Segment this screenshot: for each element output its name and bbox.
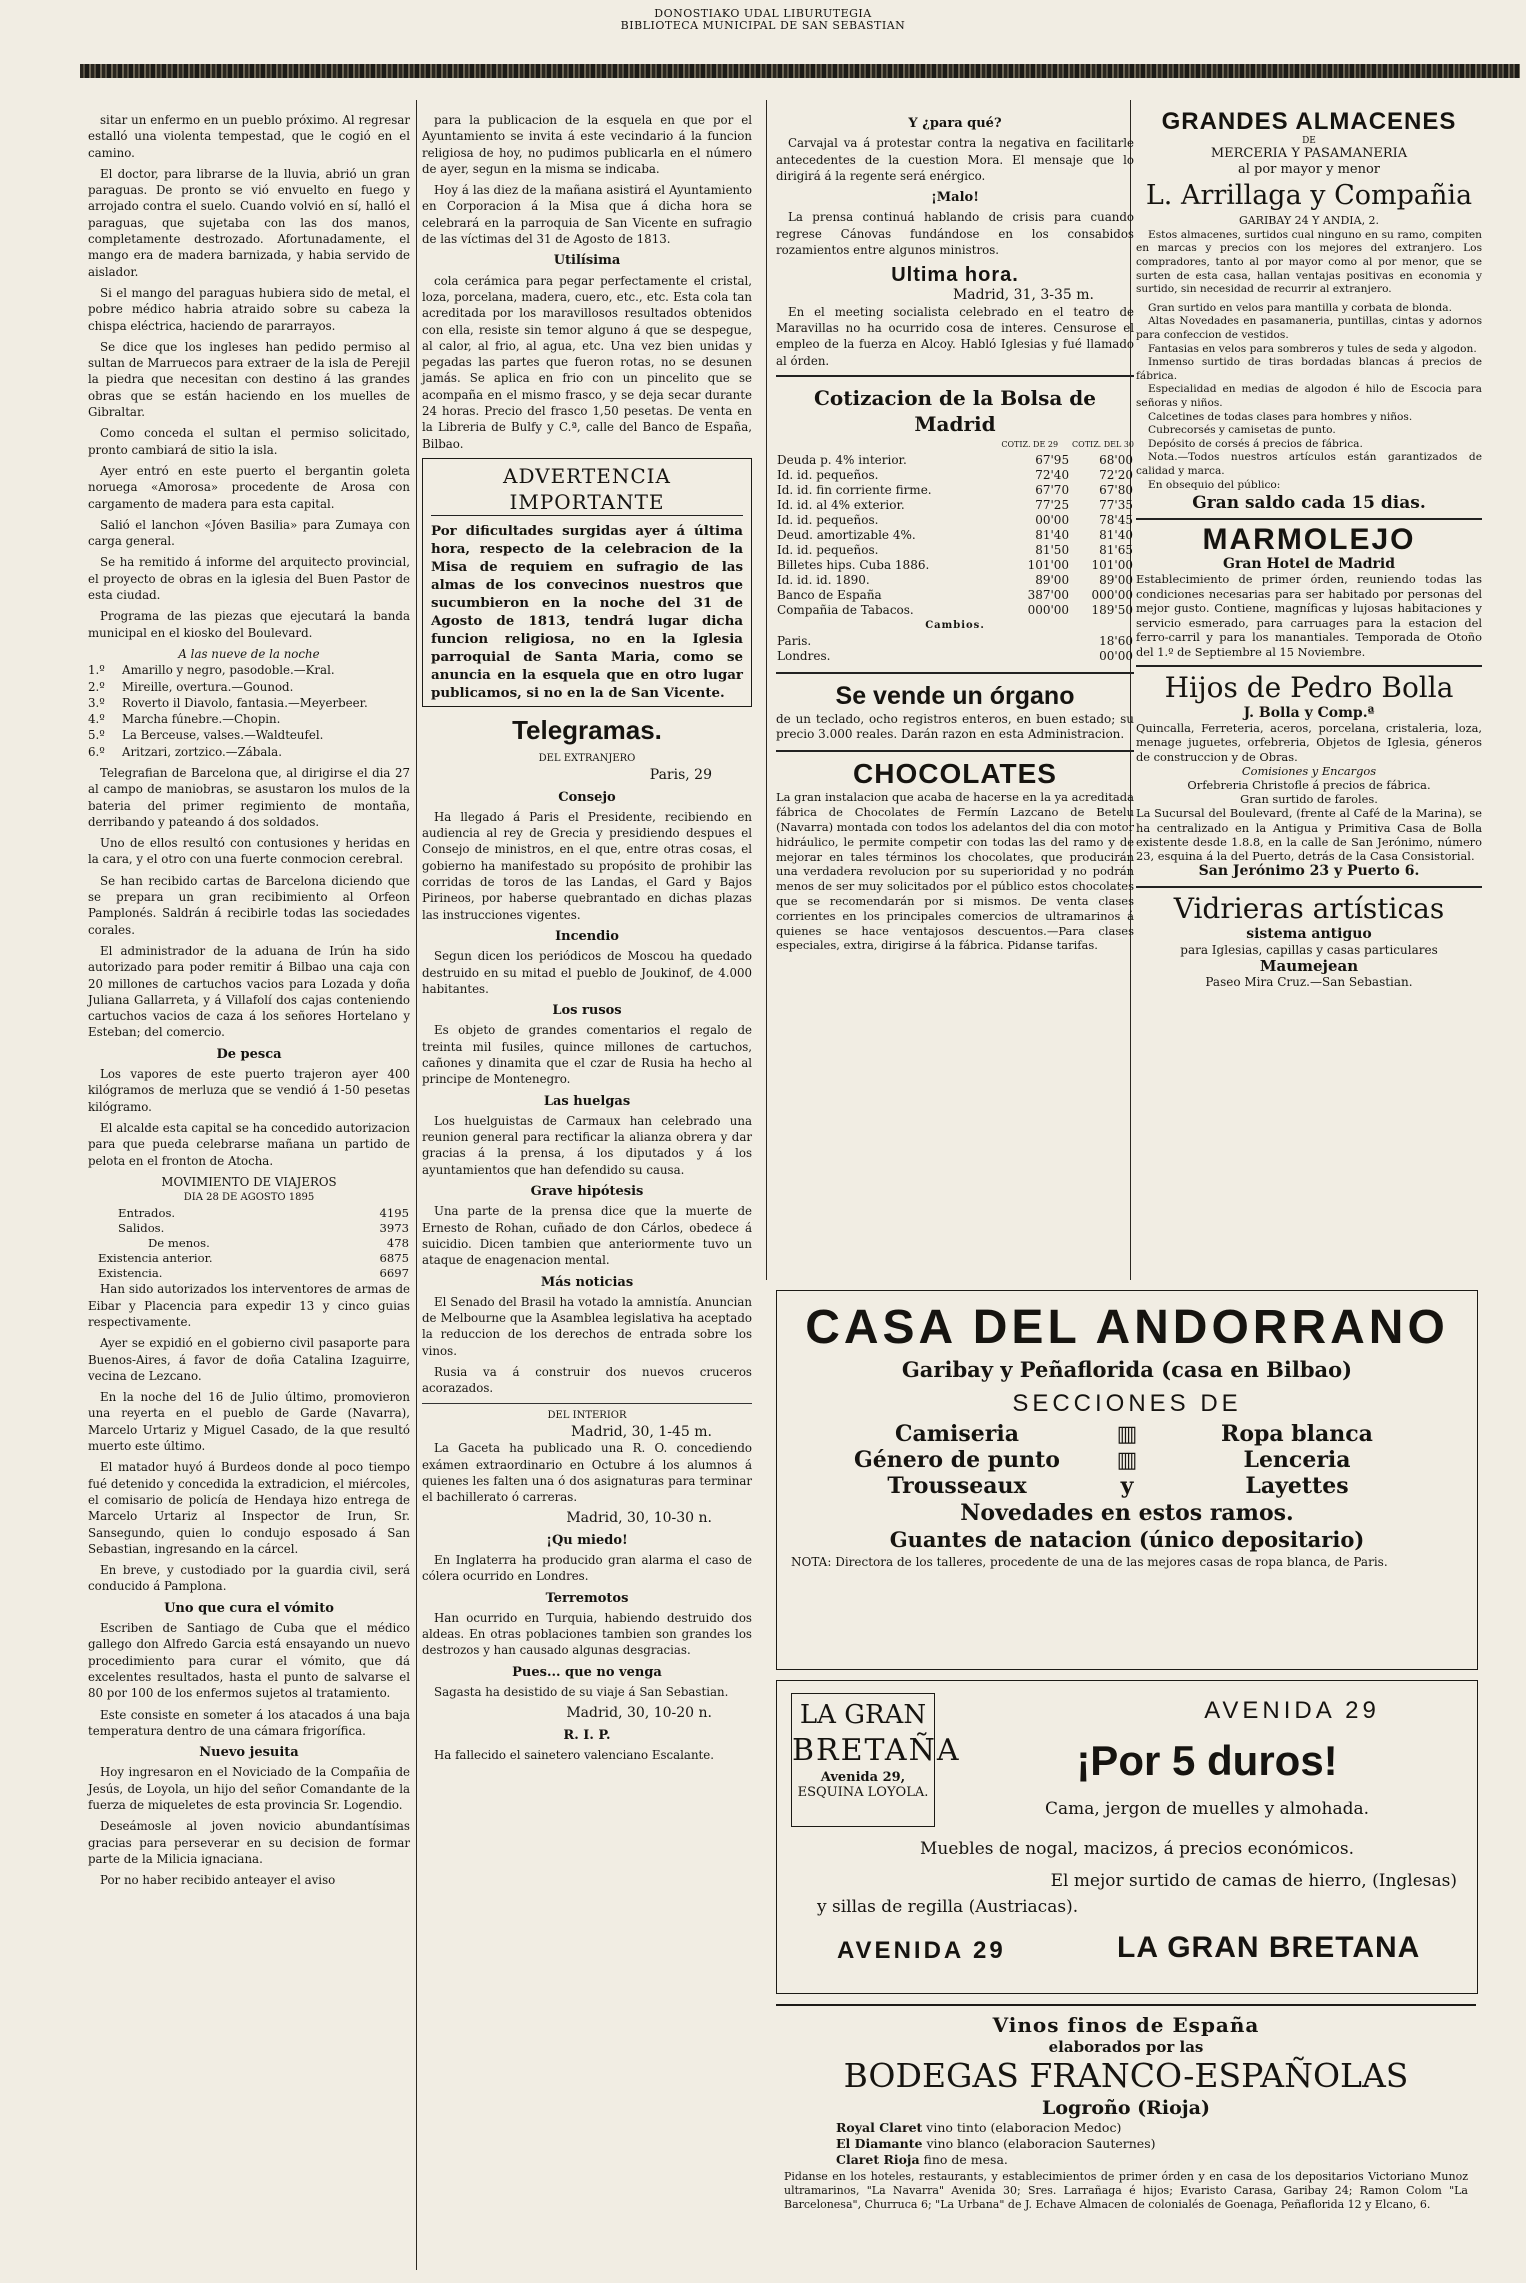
paragraph: Quincalla, Ferreteria, aceros, porcelana, cristaleria, loza, menage juguetes, orfebreria, Objetos de Iglesia, géneros de construccion y de Obras.: [1136, 721, 1482, 764]
program-item: 4.º Marcha fúnebre.—Chopin.: [88, 712, 281, 727]
paragraph: Estos almacenes, surtidos cual ninguno en su ramo, compiten en marcas y precios con los mejores del extranjero. Los compradores, tanto al por mayor como al por menor, que se surten de esta casa, hallan ventajas positivas en economia y surtido, sin necesidad de recurrir al extranjero.: [1136, 228, 1482, 296]
bretana-box-line: BRETAÑA: [792, 1733, 961, 1768]
chocolates-text: La gran instalacion que acaba de hacerse en la ya acreditada fábrica de Chocolates de Fermín Lazcano de Betelu (Navarra) montada con todos los adelantos del dia con motor hidráulico, le permite competir con todas las del ramo y de mejorar en tales términos los chocolates, que producirán una verdadera revolucion por su superioridad y no podrán menos de ser muy solicitados por el público estos chocolates que se recomendarán por si mismos. De venta clases corrientes en los principales comercios de ultramarinos á quienes se hace ventajosos descuentos.—Para clases especiales, extra, dirigirse á la fábrica. Pidanse tarifas.: [776, 790, 1134, 953]
chocolates-title: CHOCOLATES: [853, 758, 1057, 790]
column-2: [422, 112, 752, 2272]
bodegas-city: Logroño (Rioja): [1042, 2097, 1210, 2119]
vidrieras-sub: sistema antiguo: [1246, 925, 1372, 942]
bretana-duros: ¡Por 5 duros!: [1076, 1737, 1338, 1784]
section-heading: Y ¿para qué?: [908, 116, 1002, 131]
library-name-spanish: BIBLIOTECA MUNICIPAL DE SAN SEBASTIAN: [620, 19, 906, 32]
table-row: Id. id. fin corriente firme. 67'70 67'80: [777, 483, 1133, 498]
andorrano-guantes: Guantes de natacion (único depositario): [889, 1527, 1365, 1552]
program-item: 1.º Amarillo y negro, pasodoble.—Kral.: [88, 663, 335, 678]
foreign-label: DEL EXTRANJERO: [538, 752, 636, 764]
vidrieras-address: Paseo Mira Cruz.—San Sebastian.: [1205, 975, 1413, 990]
bretana-box-line: Avenida 29,: [820, 1770, 906, 1785]
bodegas-ad: [776, 2004, 1476, 2274]
paragraph: Rusia va á construir dos nuevos cruceros acorazados.: [422, 1365, 752, 1396]
table-row: Id. id. pequeños. 72'40 72'20: [777, 468, 1133, 483]
stock-table: [776, 453, 1134, 618]
paragraph: El matador huyó á Burdeos donde al poco tiempo fué detenido y concedida la extradicion, el miércoles, el comisario de policía de Hendaya hizo entrega de Marcelo Urtariz al Inspector de Irun, Sr. Sansegundo, quien lo condujo esposado á San Sebastian, ingresando en la cárcel.: [88, 1460, 410, 1556]
vidrieras-text: para Iglesias, capillas y casas particulares: [1180, 942, 1438, 957]
paragraph: Depósito de corsés á precios de fábrica.: [1148, 437, 1363, 450]
bodegas-name: BODEGAS FRANCO-ESPAÑOLAS: [843, 2056, 1409, 2095]
paragraph: Cubrecorsés y camisetas de punto.: [1148, 424, 1336, 437]
paragraph: sitar un enfermo en un pueblo próximo. Al regresar estalló una violenta tempestad, que le cogió en el camino.: [88, 113, 410, 160]
paragraph: El doctor, para librarse de la lluvia, abrió un gran paraguas. De pronto se vió envuelto en fuego y arrojado contra el suelo. Cuando volvió en sí, halló el paraguas, que sujetaba con las dos manos, completamente destrozado. Afortunadamente, el mango era de madera barnizada, y habia servido de aislador.: [88, 166, 410, 279]
sections-row: Trousseaux y Layettes: [887, 1473, 1349, 1499]
bretana-avenida: AVENIDA 29: [1204, 1697, 1380, 1724]
program-item: 3.º Roverto il Diavolo, fantasia.—Meyerbeer.: [88, 695, 368, 710]
table-row: Id. id. al 4% exterior. 77'25 77'35: [777, 498, 1133, 513]
almacenes-text: [1136, 229, 1482, 492]
dateline: Madrid, 31, 3-35 m.: [952, 287, 1094, 304]
table-row: Deud. amortizable 4%. 81'40 81'40: [777, 528, 1133, 543]
library-name-basque: DONOSTIAKO UDAL LIBURUTEGIA: [654, 7, 872, 20]
section-heading: Terremotos: [545, 1590, 629, 1606]
table-row: Banco de España 387'00 000'00: [777, 588, 1133, 603]
bretana-line: y sillas de regilla (Austriacas).: [817, 1897, 1079, 1917]
andorrano-title: CASA DEL ANDORRANO: [805, 1301, 1449, 1354]
table-row: Paris. 18'60: [777, 634, 1133, 649]
sections-row: Género de punto ▥ Lenceria: [854, 1447, 1351, 1473]
paragraph: Inmenso surtido de tiras bordadas blancas á precios de fábrica.: [1136, 356, 1482, 382]
bodegas-sub: elaborados por las: [1048, 2038, 1204, 2056]
sections-row: Camiseria ▥ Ropa blanca: [895, 1421, 1373, 1447]
table-row: Billetes hips. Cuba 1886. 101'00 101'00: [777, 558, 1133, 573]
paragraph: Como conceda el sultan el permiso solicitado, pronto cambiará de sitio la isla.: [88, 426, 410, 457]
bretana-box-line: LA GRAN: [799, 1700, 927, 1730]
section-heading: Los rusos: [552, 1003, 622, 1019]
top-rule: [80, 64, 1520, 78]
table-row: Existencia. 6697: [98, 1266, 409, 1281]
almacenes-sub2: al por mayor y menor: [1237, 162, 1381, 178]
marmolejo-title: MARMOLEJO: [1202, 523, 1416, 557]
column-divider: [416, 100, 417, 2270]
bolla-title: Hijos de Pedro Bolla: [1164, 670, 1454, 704]
paragraph: Ayer entró en este puerto el bergantin goleta noruega «Amorosa» procedente de Arosa con cargamento de madera para esta capital.: [88, 463, 410, 511]
section-heading: Uno que cura el vómito: [164, 1600, 334, 1616]
organ-ad-text: de un teclado, ocho registros enteros, en buen estado; su precio 3.000 reales. Darán razon en esta Administracion.: [776, 712, 1134, 742]
paragraph: Especialidad en medias de algodon é hilo de Escocia para señoras y niños.: [1136, 383, 1482, 410]
program-title: A las nueve de la noche: [178, 646, 320, 661]
list-item: Royal Claret vino tinto (elaboracion Medoc): [836, 2120, 1122, 2135]
paragraph: La prensa continuá hablando de crisis para cuando regrese Cánovas fundándose en los consabidos rozamientos entre algunos ministros.: [776, 210, 1134, 258]
paragraph: Deseámosle al joven novicio abundantísimas gracias para perseverar en su decision de formar parte de la Milicia ignaciana.: [88, 1819, 410, 1866]
paragraph: para la publicacion de la esquela en que por el Ayuntamiento se invita á este vecindario á la funcion religiosa de hoy, no pudimos publicarla en el número de ayer, segun en la misma se indicaba.: [422, 113, 752, 176]
vidrieras-title: Vidrieras artísticas: [1173, 891, 1445, 925]
table-row: Salidos. 3973: [118, 1221, 409, 1236]
paragraph: Se ha remitido á informe del arquitecto provincial, el proyecto de obras en la iglesia del Buen Pastor de esta ciudad.: [88, 555, 410, 603]
paragraph: Segun dicen los periódicos de Moscou ha quedado destruido en su mitad el pueblo de Joukinof, de 4.000 habitantes.: [422, 949, 752, 996]
paragraph: Salió el lanchon «Jóven Basilia» para Zumaya con carga general.: [88, 517, 410, 549]
paragraph: En obsequio del público:: [1148, 478, 1281, 491]
bodegas-title: Vinos finos de España: [992, 2013, 1260, 2037]
dateline: Madrid, 30, 10-30 n.: [566, 1510, 712, 1527]
paragraph: Los vapores de este puerto trajeron ayer 400 kilógramos de merluza que se vendió á 1-50 pesetas kilógramo.: [88, 1067, 410, 1114]
paragraph: Hoy á las diez de la mañana asistirá el Ayuntamiento en Corporacion á la Misa que á dicha hora se celebrará en la parroquia de San Vicente en sufragio de las víctimas del 31 de Agosto de 1813.: [422, 183, 752, 247]
column-3: [776, 110, 1134, 953]
table-row: Id. id. id. 1890. 89'00 89'00: [777, 573, 1133, 588]
section-heading: Más noticias: [540, 1274, 634, 1290]
bretana-foot-right: LA GRAN BRETANA: [1117, 1931, 1421, 1964]
section-heading: ¡Qu miedo!: [546, 1532, 628, 1548]
stock-title: Cotizacion de la Bolsa de Madrid: [814, 385, 1096, 436]
paragraph: Telegrafian de Barcelona que, al dirigirse el dia 27 al campo de maniobras, se asustaron los mulos de la bateria del primer regimiento de montaña, derribando y pateando á dos soldados.: [88, 765, 410, 829]
paragraph: Gran surtido de faroles.: [1240, 792, 1378, 807]
table-row: Londres. 00'00: [777, 649, 1133, 664]
paragraph: Orfebreria Christofle á precios de fábrica.: [1187, 778, 1431, 793]
paragraph: Han sido autorizados los interventores de armas de Eibar y Placencia para expedir 13 y cinco guias respectivamente.: [88, 1282, 410, 1329]
notice-box: [422, 458, 752, 707]
section-heading: R. I. P.: [563, 1727, 611, 1743]
dateline: Madrid, 30, 10-20 n.: [566, 1705, 712, 1722]
paragraph: El administrador de la aduana de Irún ha sido autorizado para poder remitir á Bilbao una caja con 20 millones de cartuchos vacios para Lozada y doña Juliana Gallarreta, y á Villafolí dos cajas conteniendo cartuchos vacios de caza á los señores Hortelano y Esteban; del comercio.: [88, 943, 410, 1040]
dateline: Paris, 29: [649, 767, 712, 784]
bodegas-wines: [776, 2120, 1476, 2168]
paragraph: En la noche del 16 de Julio último, promovieron una reyerta en el pueblo de Garde (Navarra), Marcelo Urtariz y Miguel Casado, de la que resultó muerto este último.: [88, 1390, 410, 1454]
paragraph: Una parte de la prensa dice que la muerte de Ernesto de Rohan, cuñado de don Cárlos, obedece á suicidio. Dicen tambien que anteriormente tuvo un ataque de enagenacion mental.: [422, 1204, 752, 1268]
band-program: [88, 662, 410, 760]
almacenes-sub: MERCERIA Y PASAMANERIA: [1210, 146, 1408, 161]
bodegas-foot: Pidanse en los hoteles, restaurants, y establecimientos de primer órden y en casa de los depositarios Victoriano Munoz ultramarinos, "La Navarra" Avenida 30; Sres. Larrañaga é hijos; Evaristo Carasa, Garibay 24; Ramon Colom "La Barcelonesa", Churruca 6; "La Urbana" de J. Echave Almacen de colonialés de Goenaga, Peñaflorida 12 y Elcano, 6.: [784, 2170, 1468, 2211]
paragraph: Ha fallecido el sainetero valenciano Escalante.: [434, 1747, 715, 1762]
table-row: Entrados. 4195: [118, 1206, 409, 1221]
paragraph: Hoy ingresaron en el Noviciado de la Compañia de Jesús, de Loyola, un hijo del señor Comandante de la fuerza de miqueletes de esta provincia Sr. Logendio.: [88, 1765, 410, 1813]
section-heading: Grave hipótesis: [530, 1184, 644, 1200]
paragraph: En Inglaterra ha producido gran alarma el caso de cólera ocurrido en Londres.: [422, 1553, 752, 1584]
paragraph: Han ocurrido en Turquia, habiendo destruido dos aldeas. En otras poblaciones tambien son grandes los destrozos y han causado algunas desgracias.: [422, 1610, 752, 1658]
andorrano-sections: SECCIONES DE: [1012, 1390, 1242, 1417]
interior-label: DEL INTERIOR: [422, 1403, 752, 1424]
bretana-box: [791, 1693, 961, 1827]
paragraph: Sagasta ha desistido de su viaje á San Sebastian.: [434, 1685, 729, 1700]
paragraph: Se han recibido cartas de Barcelona diciendo que se prepara un gran recibimiento al Orfeon Pamplonés. Saldrán á recibirle todas las sociedades corales.: [88, 873, 410, 937]
paragraph: Uno de ellos resultó con contusiones y heridas en la cara, y el otro con una fuerte conmocion cerebral.: [88, 836, 410, 867]
list-item: El Diamante vino blanco (elaboracion Sauternes): [836, 2136, 1156, 2151]
paragraph: El Senado del Brasil ha votado la amnistía. Anuncian de Melbourne que la Asamblea legislativa ha aceptado la reduccion de los derechos de entrada sobre los vinos.: [422, 1294, 752, 1358]
notice-text: Por dificultades surgidas ayer á última hora, respecto de la celebracion de la Misa de requiem en sufragio de las almas de los convecinos nuestros que sucumbieron en la noche del 31 de Agosto de 1813, tendrá lugar dicha funcion religiosa, no en la Iglesia parroquial de Santa Maria, como se anuncia en la esquela que en otro lugar publicamos, si no en la de San Vicente.: [431, 522, 743, 701]
paragraph: Por no haber recibido anteayer el aviso: [100, 1873, 336, 1888]
section-heading: Incendio: [555, 928, 619, 944]
paragraph: Altas Novedades en pasamaneria, puntillas, cintas y adornos para confeccion de vestidos.: [1136, 315, 1482, 342]
andorrano-ad: [776, 1290, 1478, 1670]
paragraph: Nota.—Todos nuestros artículos están garantizados de calidad y marca.: [1136, 451, 1482, 477]
almacenes-de: DE: [1302, 136, 1316, 146]
marmolejo-text: Establecimiento de primer órden, reuniendo todas las condiciones necesarias para ser habitado por personas del mejor gusto. Contiene, magníficas y lujosas habitaciones y servicio esmerado, para carruages para la estacion del ferro-carril y para los manantiales. Temporada de Otoño del 1.º de Septiembre al 15 Noviembre.: [1136, 572, 1482, 659]
column-divider: [766, 100, 767, 1280]
travellers-title: MOVIMIENTO DE VIAJEROS: [161, 1174, 337, 1189]
travellers-table: [88, 1206, 410, 1281]
bretana-line: Cama, jergon de muelles y almohada.: [1044, 1799, 1370, 1819]
section-heading: Pues... que no venga: [512, 1664, 662, 1680]
andorrano-nota: NOTA: Directora de los talleres, procedente de una de las mejores casas de ropa blanca, de Paris.: [791, 1555, 1388, 1569]
section-heading: Las huelgas: [543, 1093, 631, 1109]
bretana-line: Muebles de nogal, macizos, á precios económicos.: [919, 1839, 1355, 1859]
paragraph: Gran surtido en velos para mantilla y corbata de blonda.: [1148, 301, 1452, 314]
paragraph: Escriben de Santiago de Cuba que el médico gallego don Alfredo Garcia está ensayando un nuevo procedimiento para curar el vómito, que dá excelentes resultados, hasta el punto de salvarse el 80 por 100 de los enfermos sujetos al tratamiento.: [88, 1621, 410, 1701]
table-row: De menos. 478: [148, 1236, 409, 1251]
andorrano-sections-list: [777, 1421, 1477, 1499]
vidrieras-name: Maumejean: [1259, 957, 1359, 976]
andorrano-sub: Garibay y Peñaflorida (casa en Bilbao): [901, 1357, 1353, 1382]
section-heading: Utilísima: [553, 253, 621, 269]
program-item: 2.º Mireille, overtura.—Gounod.: [88, 679, 294, 694]
table-row: Id. id. pequeños. 81'50 81'65: [777, 543, 1133, 558]
telegrams-title: Telegramas.: [512, 714, 662, 745]
table-row: Compañia de Tabacos. 000'00 189'50: [777, 603, 1133, 618]
paragraph: La Gaceta ha publicado una R. O. concediendo exámen extraordinario en Octubre á los alumnos á quienes les falten una ó dos asignaturas para terminar el bachillerato ó carreras.: [422, 1441, 752, 1505]
table-row: Id. id. pequeños. 00'00 78'45: [777, 513, 1133, 528]
paragraph: Comisiones y Encargos: [1241, 763, 1377, 778]
almacenes-name: L. Arrillaga y Compañia: [1145, 179, 1473, 211]
paragraph: Se dice que los ingleses han pedido permiso al sultan de Marruecos para extraer de la isla de Perejil la piedra que necesitan con destino á las grandes obras que se están haciendo en los muelles de Gibraltar.: [88, 339, 410, 420]
paragraph: Si el mango del paraguas hubiera sido de metal, el pobre médico habria atraido sobre su cabeza la chispa eléctrica, haciendo de pararrayos.: [88, 285, 410, 333]
section-heading: De pesca: [216, 1046, 282, 1062]
table-row: Existencia anterior. 6875: [98, 1251, 409, 1266]
bretana-line: El mejor surtido de camas de hierro, (Inglesas): [1050, 1871, 1457, 1891]
almacenes-saldo: Gran saldo cada 15 dias.: [1192, 493, 1426, 514]
column-4: [1136, 108, 1482, 991]
bretana-ad: [776, 1680, 1478, 1994]
paragraph: Ayer se expidió en el gobierno civil pasaporte para Buenos-Aires, á favor de doña Catalina Izaguirre, vecina de Lezcano.: [88, 1336, 410, 1383]
table-row: Deuda p. 4% interior. 67'95 68'00: [777, 453, 1133, 468]
almacenes-address: GARIBAY 24 Y ANDIA, 2.: [1238, 213, 1380, 227]
exchange-label: Cambios.: [925, 620, 985, 632]
paragraph: cola cerámica para pegar perfectamente el cristal, loza, porcelana, madera, cuero, etc., etc. Esta cola tan acreditada por los maravillosos resultados obtenidos con ella, resiste sin temor alguno á que se despegue, al calor, al frio, al agua, etc. Una vez bien unidas y pegadas las partes que fueron rotas, no se desunen jamás. Se aplica en frio con un pincelito que se acompaña en el mismo frasco, y se deja secar durante 24 horas. Precio del frasco 1,50 pesetas. De venta en la Libreria de Bulfy y C.ª, calle del Banco de España, Bilbao.: [422, 273, 752, 451]
paragraph: Ha llegado á Paris el Presidente, recibiendo en audiencia al rey de Grecia y presidiendo despues el Consejo de ministros, en el que, entre otras cosas, el gobierno ha manifestado su propósito de prohibir las corridas de toros de las Landas, el Gard y Bajos Pirineos, por haberse quebrantado en dichas plazas las instrucciones vigentes.: [422, 809, 752, 922]
paragraph: La Sucursal del Boulevard, (frente al Café de la Marina), se ha centralizado en la Antigua y Primitiva Casa de Bolla existente desde 1.8.8, en la calle de San Jerónimo, número 23, esquina á la del Puerto, detrás de la Casa Consistorial.: [1136, 806, 1482, 864]
column-1: [88, 112, 410, 2272]
bolla-sub: J. Bolla y Comp.ª: [1243, 704, 1375, 721]
paragraph: En breve, y custodiado por la guardia civil, será conducido á Pamplona.: [88, 1563, 410, 1594]
stock-col-headers: COTIZ. DE 29 COTIZ. DEL 30: [1001, 439, 1134, 449]
paragraph: Calcetines de todas clases para hombres y niños.: [1148, 410, 1413, 423]
dateline: Madrid, 30, 1-45 m.: [570, 1423, 712, 1440]
almacenes-title: GRANDES ALMACENES: [1161, 108, 1457, 135]
section-heading: ¡Malo!: [931, 190, 979, 206]
last-hour-title: Ultima hora.: [891, 264, 1019, 287]
paragraph: Fantasias en velos para sombreros y tules de seda y algodon.: [1148, 342, 1477, 355]
section-heading: Nuevo jesuita: [199, 1745, 299, 1761]
paragraph: Los huelguistas de Carmaux han celebrado una reunion general para rectificar la alianza obrera y dar gracias á la prensa, á los diputados y á los ayuntamientos que han defendido su causa.: [422, 1113, 752, 1177]
bolla-address: San Jerónimo 23 y Puerto 6.: [1198, 863, 1420, 880]
program-item: 6.º Aritzari, zortzico.—Zábala.: [88, 744, 282, 759]
paragraph: En el meeting socialista celebrado en el teatro de Maravillas no ha ocurrido cosa de interes. Censurose el empleo de la fuerza en Alcoy. Habló Iglesias y fué llamado al órden.: [776, 304, 1134, 368]
bretana-box-line: ESQUINA LOYOLA.: [797, 1785, 929, 1800]
paragraph: Es objeto de grandes comentarios el regalo de treinta mil fusiles, quince millones de cartuchos, cañones y dinamita que el czar de Rusia ha hecho al principe de Montenegro.: [422, 1023, 752, 1087]
paragraph: Este consiste en someter á los atacados á una baja temperatura dentro de una cámara frigorífica.: [88, 1707, 410, 1738]
notice-title: ADVERTENCIA IMPORTANTE: [431, 463, 743, 516]
paragraph: Carvajal va á protestar contra la negativa en facilitarle antecedentes de la cuestion Mora. El mensaje que lo dirigirá á la regente será enérgico.: [776, 136, 1134, 183]
paragraph: El alcalde esta capital se ha concedido autorizacion para que pueda celebrarse mañana un partido de pelota en el fronton de Atocha.: [88, 1120, 410, 1168]
section-heading: Consejo: [558, 789, 616, 805]
exchange-table: [776, 634, 1134, 664]
paragraph: Programa de las piezas que ejecutará la banda municipal en el kiosko del Boulevard.: [88, 609, 410, 640]
travellers-date: DIA 28 DE AGOSTO 1895: [183, 1192, 315, 1204]
organ-ad-title: Se vende un órgano: [835, 682, 1075, 711]
library-header: [0, 8, 1526, 32]
bretana-foot-left: AVENIDA 29: [837, 1937, 1006, 1964]
andorrano-novedades: Novedades en estos ramos.: [960, 1500, 1294, 1526]
list-item: Claret Rioja fino de mesa.: [836, 2152, 1008, 2167]
program-item: 5.º La Berceuse, valses.—Waldteufel.: [88, 728, 324, 743]
marmolejo-sub: Gran Hotel de Madrid: [1223, 556, 1395, 573]
bolla-text: [1136, 721, 1482, 863]
